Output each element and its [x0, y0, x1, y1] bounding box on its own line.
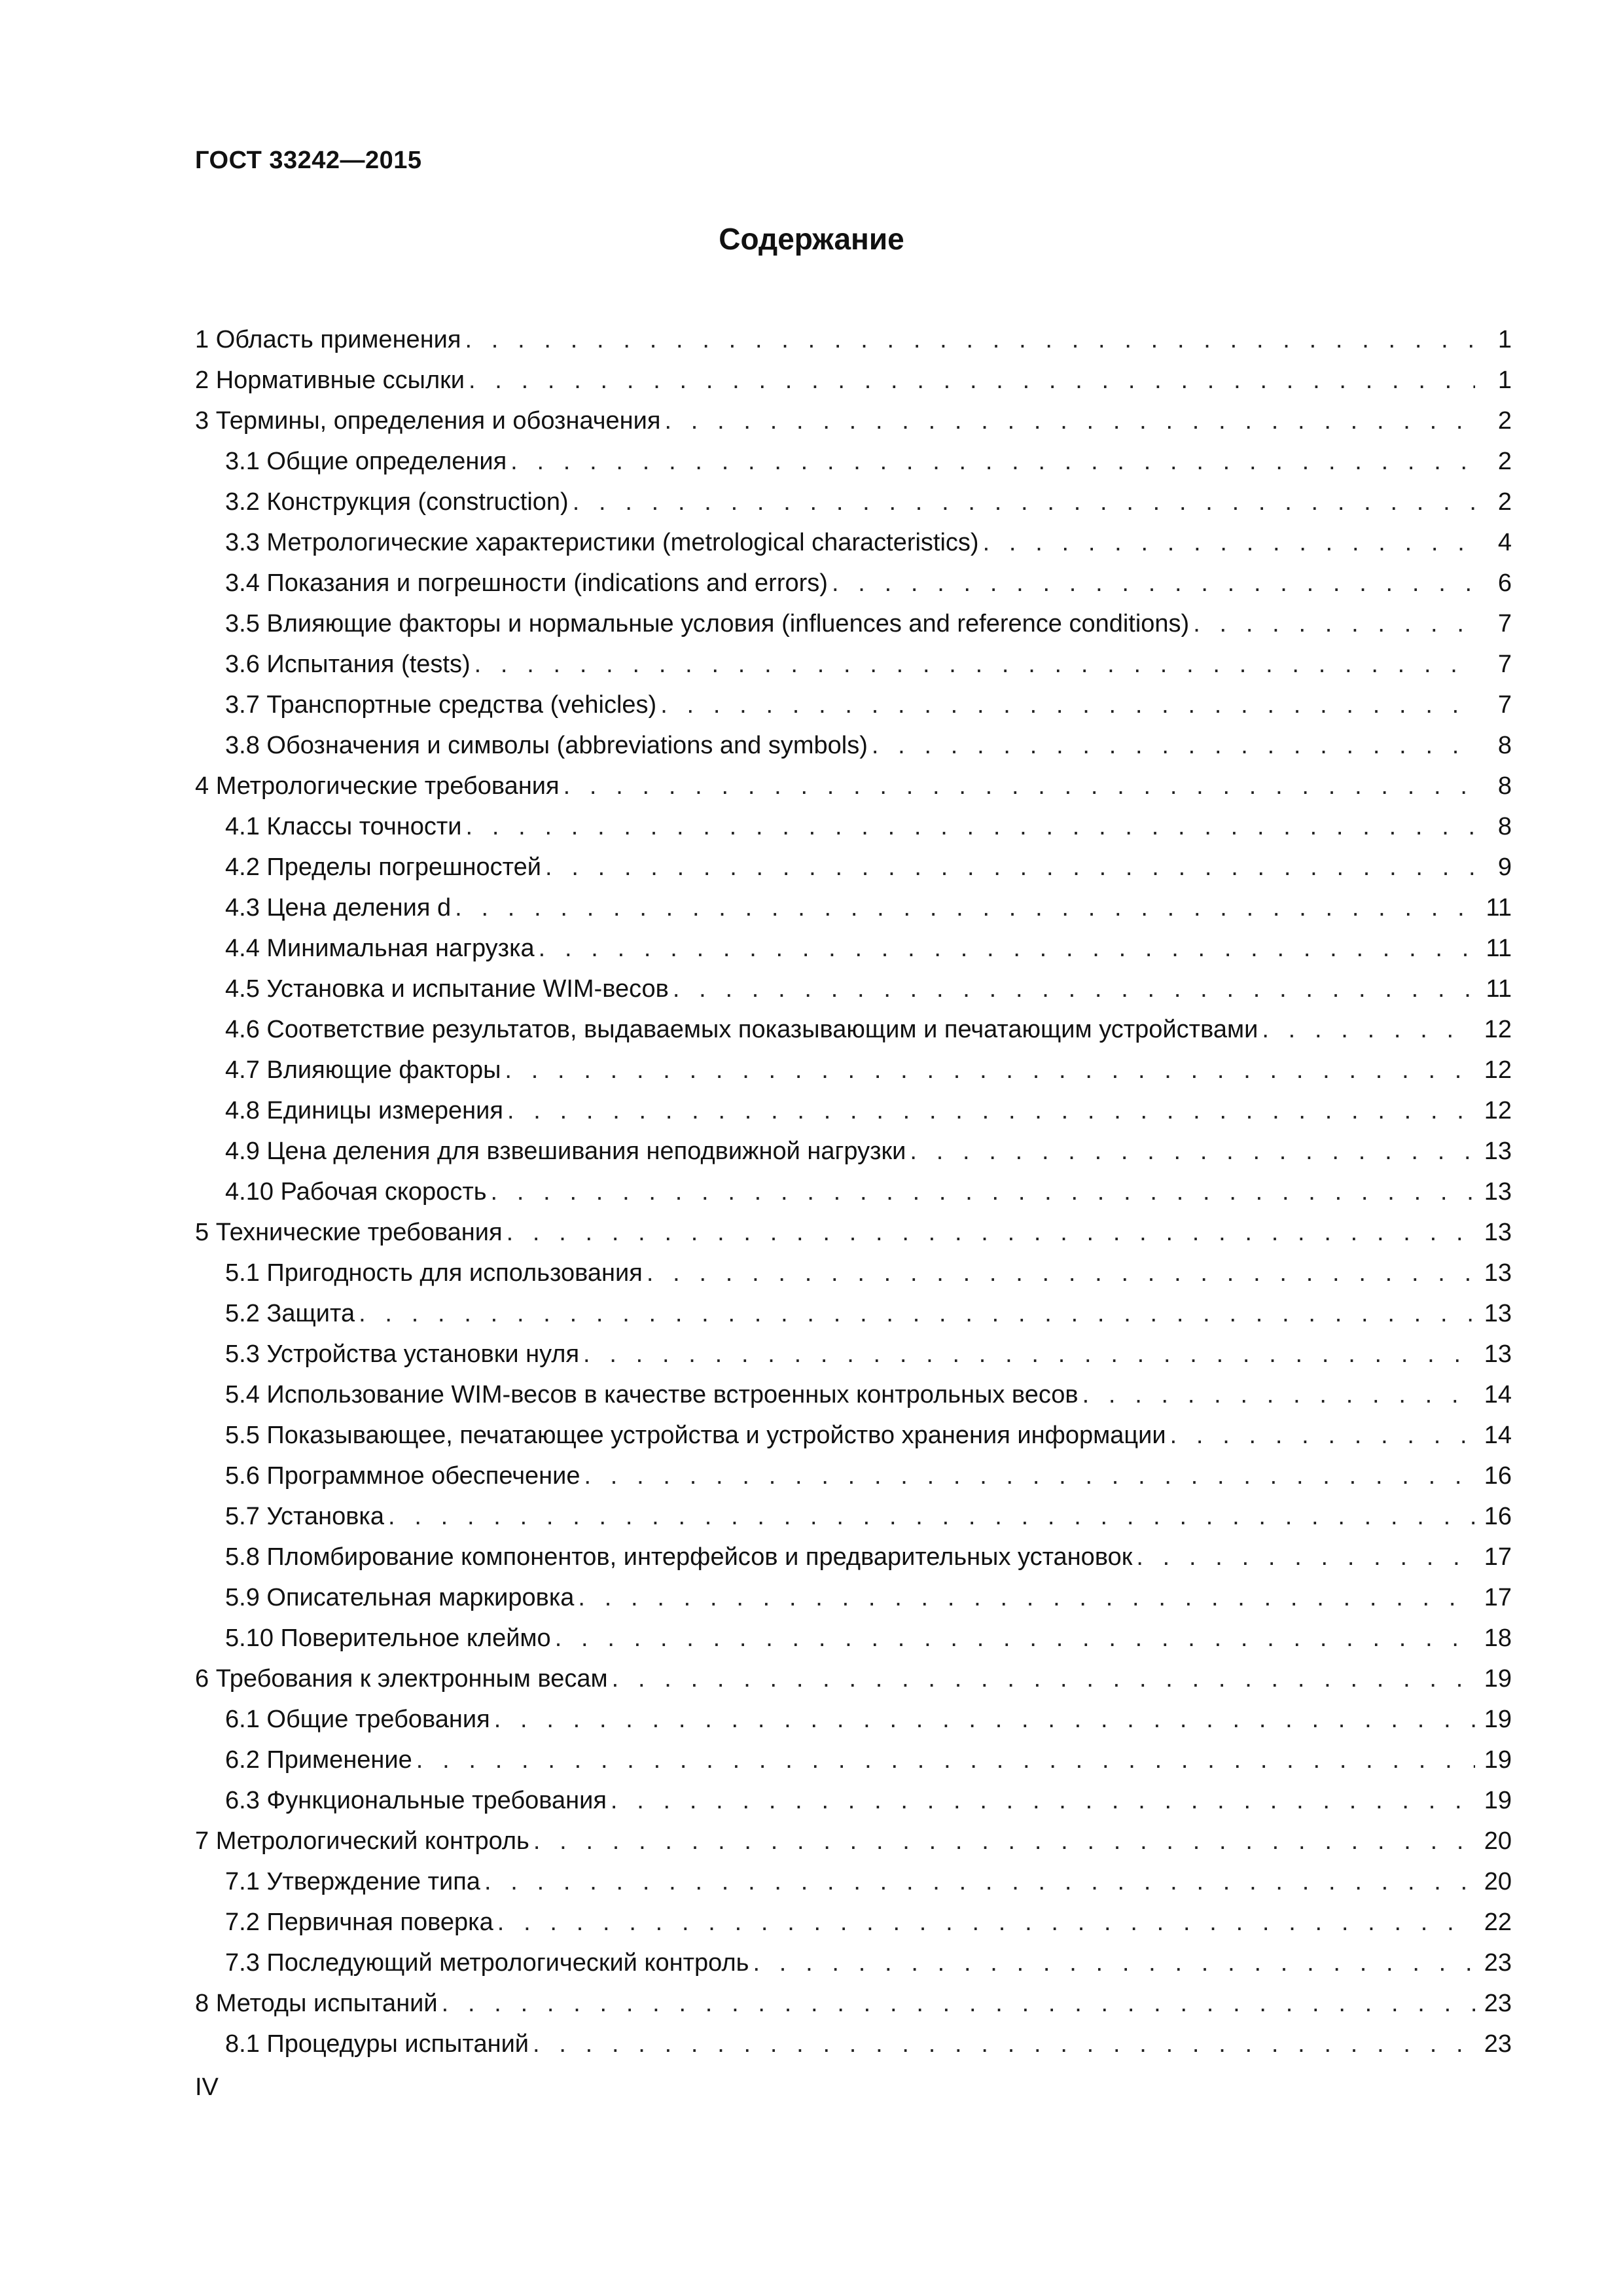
toc-entry-text: 4.6 Соответствие результатов, выдаваемых показывающим и печатающим устройствами — [225, 1016, 1258, 1043]
toc-dot-leader — [612, 1659, 1475, 1699]
toc-entry-text: 6.2 Применение — [225, 1746, 412, 1774]
toc-entry-text: 6 Требования к электронным весам — [195, 1665, 608, 1693]
toc-dot-leader — [573, 482, 1475, 522]
toc-entry — [195, 563, 1512, 603]
toc-entry-text: 5.5 Показывающее, печатающее устройства и устройство хранения информации — [225, 1422, 1166, 1449]
toc-entry-page: 19 — [1484, 1787, 1512, 1814]
toc-entry-page: 2 — [1497, 448, 1512, 475]
toc-entry — [195, 806, 1512, 847]
toc-dot-leader — [494, 1699, 1475, 1740]
toc-entry-page: 16 — [1484, 1503, 1512, 1530]
toc-entry-text: 4.9 Цена деления для взвешивания неподвижной нагрузки — [225, 1138, 906, 1165]
toc-dot-leader — [611, 1780, 1475, 1821]
toc-entry-text: 7.3 Последующий метрологический контроль — [225, 1949, 749, 1977]
toc-entry-page: 2 — [1497, 488, 1512, 516]
toc-entry-text: 3.8 Обозначения и символы (abbreviations and symbols) — [225, 732, 868, 759]
toc-entry-text: 3.1 Общие определения — [225, 448, 507, 475]
standard-designation: ГОСТ 33242—2015 — [195, 147, 422, 174]
toc-dot-leader — [455, 888, 1475, 928]
toc-dot-leader — [1193, 603, 1475, 644]
toc-dot-leader — [578, 1577, 1475, 1618]
toc-dot-leader — [507, 1090, 1475, 1131]
toc-entry-page: 23 — [1484, 1990, 1512, 2017]
toc-dot-leader — [469, 360, 1475, 401]
toc-entry — [195, 1415, 1512, 1456]
toc-dot-leader — [539, 928, 1475, 969]
toc-entry — [195, 603, 1512, 644]
toc-entry-page: 11 — [1486, 894, 1512, 922]
toc-entry — [195, 725, 1512, 766]
toc-entry-text: 3.3 Метрологические характеристики (metrological characteristics) — [225, 529, 979, 556]
toc-entry — [195, 644, 1512, 685]
toc-entry — [195, 1090, 1512, 1131]
toc-entry — [195, 1983, 1512, 2024]
toc-entry — [195, 1293, 1512, 1334]
toc-entry — [195, 1659, 1512, 1699]
toc-entry-text: 2 Нормативные ссылки — [195, 367, 465, 394]
toc-dot-leader — [584, 1456, 1475, 1496]
toc-entry-page: 17 — [1484, 1543, 1512, 1571]
toc-entry-page: 13 — [1484, 1138, 1512, 1165]
toc-entry — [195, 1740, 1512, 1780]
toc-dot-leader — [555, 1618, 1475, 1659]
toc-dot-leader — [442, 1983, 1475, 2024]
toc-dot-leader — [1082, 1374, 1475, 1415]
toc-entry-text: 4.7 Влияющие факторы — [225, 1056, 501, 1084]
toc-entry-text: 5.6 Программное обеспечение — [225, 1462, 580, 1490]
toc-entry-text: 4 Метрологические требования — [195, 772, 560, 800]
toc-entry-text: 3.2 Конструкция (construction) — [225, 488, 569, 516]
toc-dot-leader — [563, 766, 1475, 806]
toc-entry-page: 13 — [1484, 1219, 1512, 1246]
toc-dot-leader — [545, 847, 1475, 888]
toc-entry-page: 14 — [1484, 1422, 1512, 1449]
toc-entry — [195, 1821, 1512, 1861]
toc-entry-page: 11 — [1486, 935, 1512, 962]
toc-entry — [195, 522, 1512, 563]
table-of-contents — [195, 319, 1512, 2064]
toc-entry — [195, 1537, 1512, 1577]
toc-entry-page: 23 — [1484, 2030, 1512, 2058]
toc-entry-text: 7 Метрологический контроль — [195, 1827, 529, 1855]
toc-entry-text: 8.1 Процедуры испытаний — [225, 2030, 529, 2058]
toc-entry-text: 5.8 Пломбирование компонентов, интерфейсов и предварительных установок — [225, 1543, 1133, 1571]
toc-dot-leader — [505, 1050, 1475, 1090]
toc-entry-text: 6.3 Функциональные требования — [225, 1787, 607, 1814]
toc-entry-page: 6 — [1497, 569, 1512, 597]
toc-entry — [195, 1009, 1512, 1050]
toc-entry-page: 22 — [1484, 1909, 1512, 1936]
toc-entry-text: 1 Область применения — [195, 326, 461, 353]
toc-entry-page: 13 — [1484, 1178, 1512, 1206]
toc-entry — [195, 1253, 1512, 1293]
toc-entry-text: 6.1 Общие требования — [225, 1706, 490, 1733]
toc-dot-leader — [1262, 1009, 1475, 1050]
toc-entry-page: 8 — [1497, 813, 1512, 840]
toc-entry-page: 9 — [1497, 853, 1512, 881]
toc-entry — [195, 1131, 1512, 1172]
toc-entry-text: 3.4 Показания и погрешности (indications and errors) — [225, 569, 828, 597]
toc-entry — [195, 1172, 1512, 1212]
toc-entry-page: 13 — [1484, 1300, 1512, 1327]
toc-entry-text: 8 Методы испытаний — [195, 1990, 438, 2017]
toc-entry-page: 20 — [1484, 1868, 1512, 1895]
toc-dot-leader — [660, 685, 1475, 725]
toc-dot-leader — [983, 522, 1475, 563]
toc-dot-leader — [872, 725, 1475, 766]
toc-entry-page: 8 — [1497, 772, 1512, 800]
toc-dot-leader — [510, 441, 1475, 482]
toc-dot-leader — [359, 1293, 1475, 1334]
toc-dot-leader — [647, 1253, 1475, 1293]
toc-entry-text: 3 Термины, определения и обозначения — [195, 407, 661, 435]
toc-entry — [195, 2024, 1512, 2064]
toc-entry-text: 7.1 Утверждение типа — [225, 1868, 480, 1895]
toc-entry — [195, 847, 1512, 888]
toc-entry-page: 12 — [1484, 1097, 1512, 1124]
toc-dot-leader — [474, 644, 1475, 685]
toc-entry-text: 5 Технические требования — [195, 1219, 503, 1246]
toc-entry — [195, 1861, 1512, 1902]
toc-entry — [195, 1780, 1512, 1821]
toc-dot-leader — [484, 1861, 1475, 1902]
toc-entry-text: 5.2 Защита — [225, 1300, 355, 1327]
toc-entry — [195, 482, 1512, 522]
toc-entry-page: 7 — [1497, 651, 1512, 678]
toc-entry — [195, 441, 1512, 482]
toc-entry — [195, 1456, 1512, 1496]
toc-entry — [195, 1334, 1512, 1374]
toc-entry-page: 8 — [1497, 732, 1512, 759]
toc-entry-page: 19 — [1484, 1746, 1512, 1774]
toc-entry — [195, 1577, 1512, 1618]
toc-entry-text: 4.1 Классы точности — [225, 813, 462, 840]
toc-entry — [195, 685, 1512, 725]
toc-dot-leader — [533, 1821, 1475, 1861]
toc-entry-page: 14 — [1484, 1381, 1512, 1408]
toc-dot-leader — [491, 1172, 1475, 1212]
toc-entry-text: 5.1 Пригодность для использования — [225, 1259, 643, 1287]
toc-dot-leader — [1170, 1415, 1475, 1456]
toc-entry — [195, 888, 1512, 928]
toc-dot-leader — [388, 1496, 1475, 1537]
toc-entry-text: 5.4 Использование WIM-весов в качестве встроенных контрольных весов — [225, 1381, 1079, 1408]
toc-entry-page: 18 — [1484, 1624, 1512, 1652]
toc-entry-text: 4.5 Установка и испытание WIM-весов — [225, 975, 669, 1003]
toc-entry-page: 19 — [1484, 1665, 1512, 1693]
toc-entry — [195, 1050, 1512, 1090]
page-number: IV — [195, 2073, 219, 2101]
toc-entry-text: 4.10 Рабочая скорость — [225, 1178, 487, 1206]
toc-dot-leader — [497, 1902, 1475, 1943]
toc-entry-text: 4.2 Пределы погрешностей — [225, 853, 541, 881]
toc-dot-leader — [416, 1740, 1475, 1780]
toc-entry — [195, 1902, 1512, 1943]
toc-entry-text: 5.9 Описательная маркировка — [225, 1584, 575, 1611]
toc-entry-text: 7.2 Первичная поверка — [225, 1909, 493, 1936]
toc-entry-page: 1 — [1497, 367, 1512, 394]
toc-entry-page: 2 — [1497, 407, 1512, 435]
toc-dot-leader — [466, 806, 1475, 847]
toc-entry-text: 5.10 Поверительное клеймо — [225, 1624, 551, 1652]
toc-entry-page: 17 — [1484, 1584, 1512, 1611]
toc-entry — [195, 1374, 1512, 1415]
toc-entry-page: 20 — [1484, 1827, 1512, 1855]
toc-entry — [195, 401, 1512, 441]
toc-entry — [195, 969, 1512, 1009]
toc-entry-page: 12 — [1484, 1056, 1512, 1084]
toc-entry-text: 3.7 Транспортные средства (vehicles) — [225, 691, 657, 719]
toc-dot-leader — [673, 969, 1475, 1009]
toc-entry-text: 3.6 Испытания (tests) — [225, 651, 471, 678]
toc-entry — [195, 360, 1512, 401]
toc-entry-page: 13 — [1484, 1259, 1512, 1287]
toc-entry-text: 4.8 Единицы измерения — [225, 1097, 503, 1124]
toc-dot-leader — [507, 1212, 1475, 1253]
toc-entry — [195, 1699, 1512, 1740]
toc-dot-leader — [910, 1131, 1475, 1172]
toc-entry — [195, 928, 1512, 969]
toc-entry — [195, 1496, 1512, 1537]
toc-entry-page: 12 — [1484, 1016, 1512, 1043]
toc-entry-page: 7 — [1497, 691, 1512, 719]
toc-entry-page: 23 — [1484, 1949, 1512, 1977]
toc-entry-page: 7 — [1497, 610, 1512, 637]
toc-entry — [195, 1618, 1512, 1659]
toc-entry-text: 5.7 Установка — [225, 1503, 384, 1530]
toc-dot-leader — [664, 401, 1475, 441]
toc-title: Содержание — [719, 222, 904, 256]
toc-entry-text: 4.4 Минимальная нагрузка — [225, 935, 535, 962]
toc-entry-text: 4.3 Цена деления d — [225, 894, 452, 922]
toc-entry-page: 11 — [1486, 975, 1512, 1003]
toc-entry-page: 4 — [1497, 529, 1512, 556]
toc-dot-leader — [533, 2024, 1475, 2064]
toc-dot-leader — [1136, 1537, 1475, 1577]
toc-entry-page: 16 — [1484, 1462, 1512, 1490]
toc-entry — [195, 1212, 1512, 1253]
toc-dot-leader — [465, 319, 1475, 360]
toc-entry-text: 5.3 Устройства установки нуля — [225, 1340, 580, 1368]
toc-entry — [195, 319, 1512, 360]
toc-dot-leader — [832, 563, 1475, 603]
toc-dot-leader — [583, 1334, 1475, 1374]
toc-entry — [195, 766, 1512, 806]
toc-entry-page: 1 — [1497, 326, 1512, 353]
toc-entry-text: 3.5 Влияющие факторы и нормальные условия (influences and reference conditions) — [225, 610, 1190, 637]
toc-entry — [195, 1943, 1512, 1983]
toc-entry-page: 19 — [1484, 1706, 1512, 1733]
toc-entry-page: 13 — [1484, 1340, 1512, 1368]
toc-dot-leader — [753, 1943, 1475, 1983]
